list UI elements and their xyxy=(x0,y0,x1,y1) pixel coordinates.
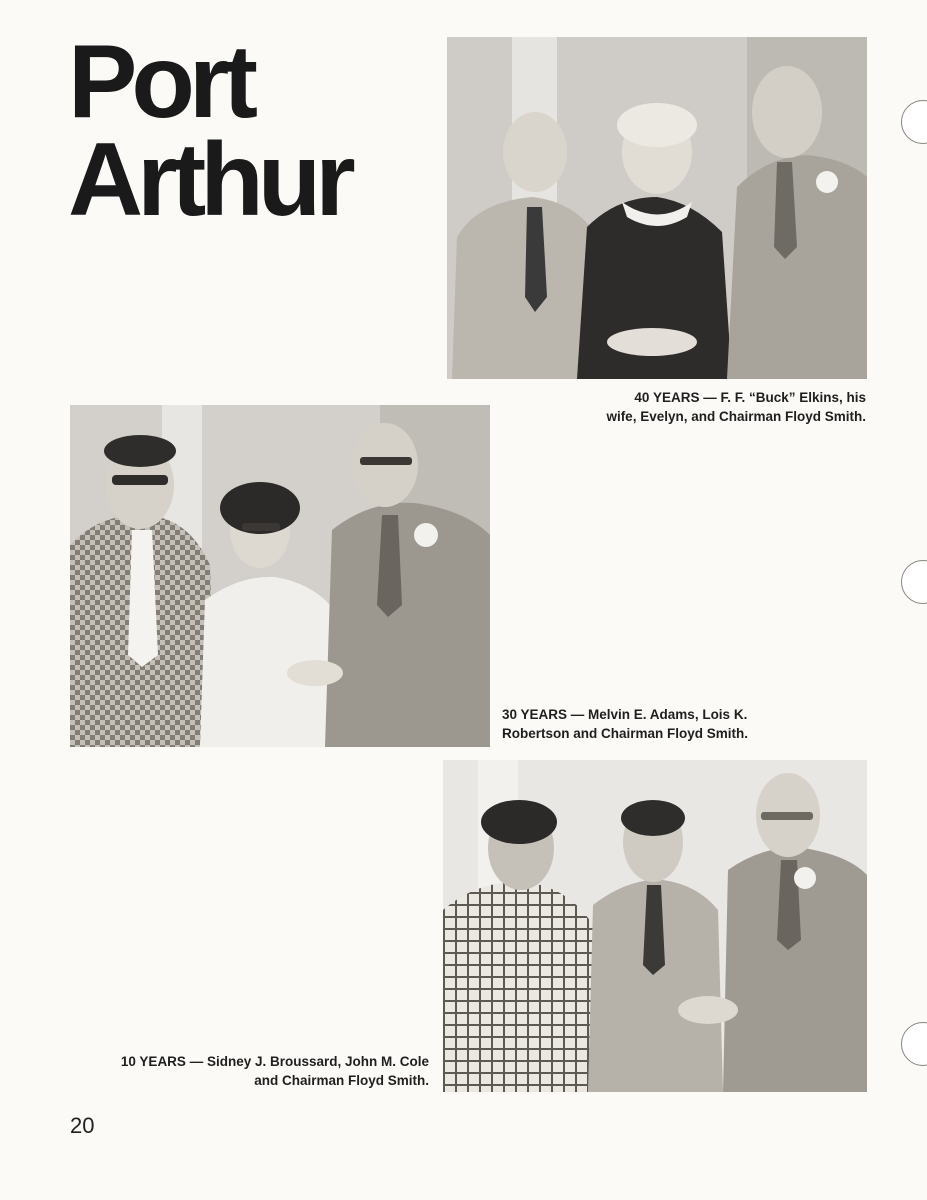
page-number: 20 xyxy=(70,1113,95,1138)
caption-line: 40 YEARS — F. F. “Buck” Elkins, his xyxy=(634,390,866,405)
photo-caption-30-years xyxy=(502,705,822,743)
caption-line: Robertson and Chairman Floyd Smith. xyxy=(502,726,749,741)
binder-hole xyxy=(901,560,927,604)
binder-hole xyxy=(901,1022,927,1066)
caption-line: 10 YEARS — Sidney J. Broussard, John M. Cole xyxy=(120,1054,429,1069)
photo-30-years xyxy=(70,405,490,747)
caption-line: and Chairman Floyd Smith. xyxy=(254,1073,429,1088)
caption-line: 30 YEARS — Melvin E. Adams, Lois K. xyxy=(502,707,748,722)
photo-caption-40-years xyxy=(546,388,866,426)
caption-line: wife, Evelyn, and Chairman Floyd Smith. xyxy=(606,409,866,424)
photo-caption-10-years xyxy=(49,1052,429,1090)
page-title-line-1: Port xyxy=(68,24,252,140)
binder-hole xyxy=(901,100,927,144)
page-title-line-2: Arthur xyxy=(68,122,350,238)
photo-10-years xyxy=(443,760,867,1092)
photo-40-years xyxy=(447,37,867,379)
